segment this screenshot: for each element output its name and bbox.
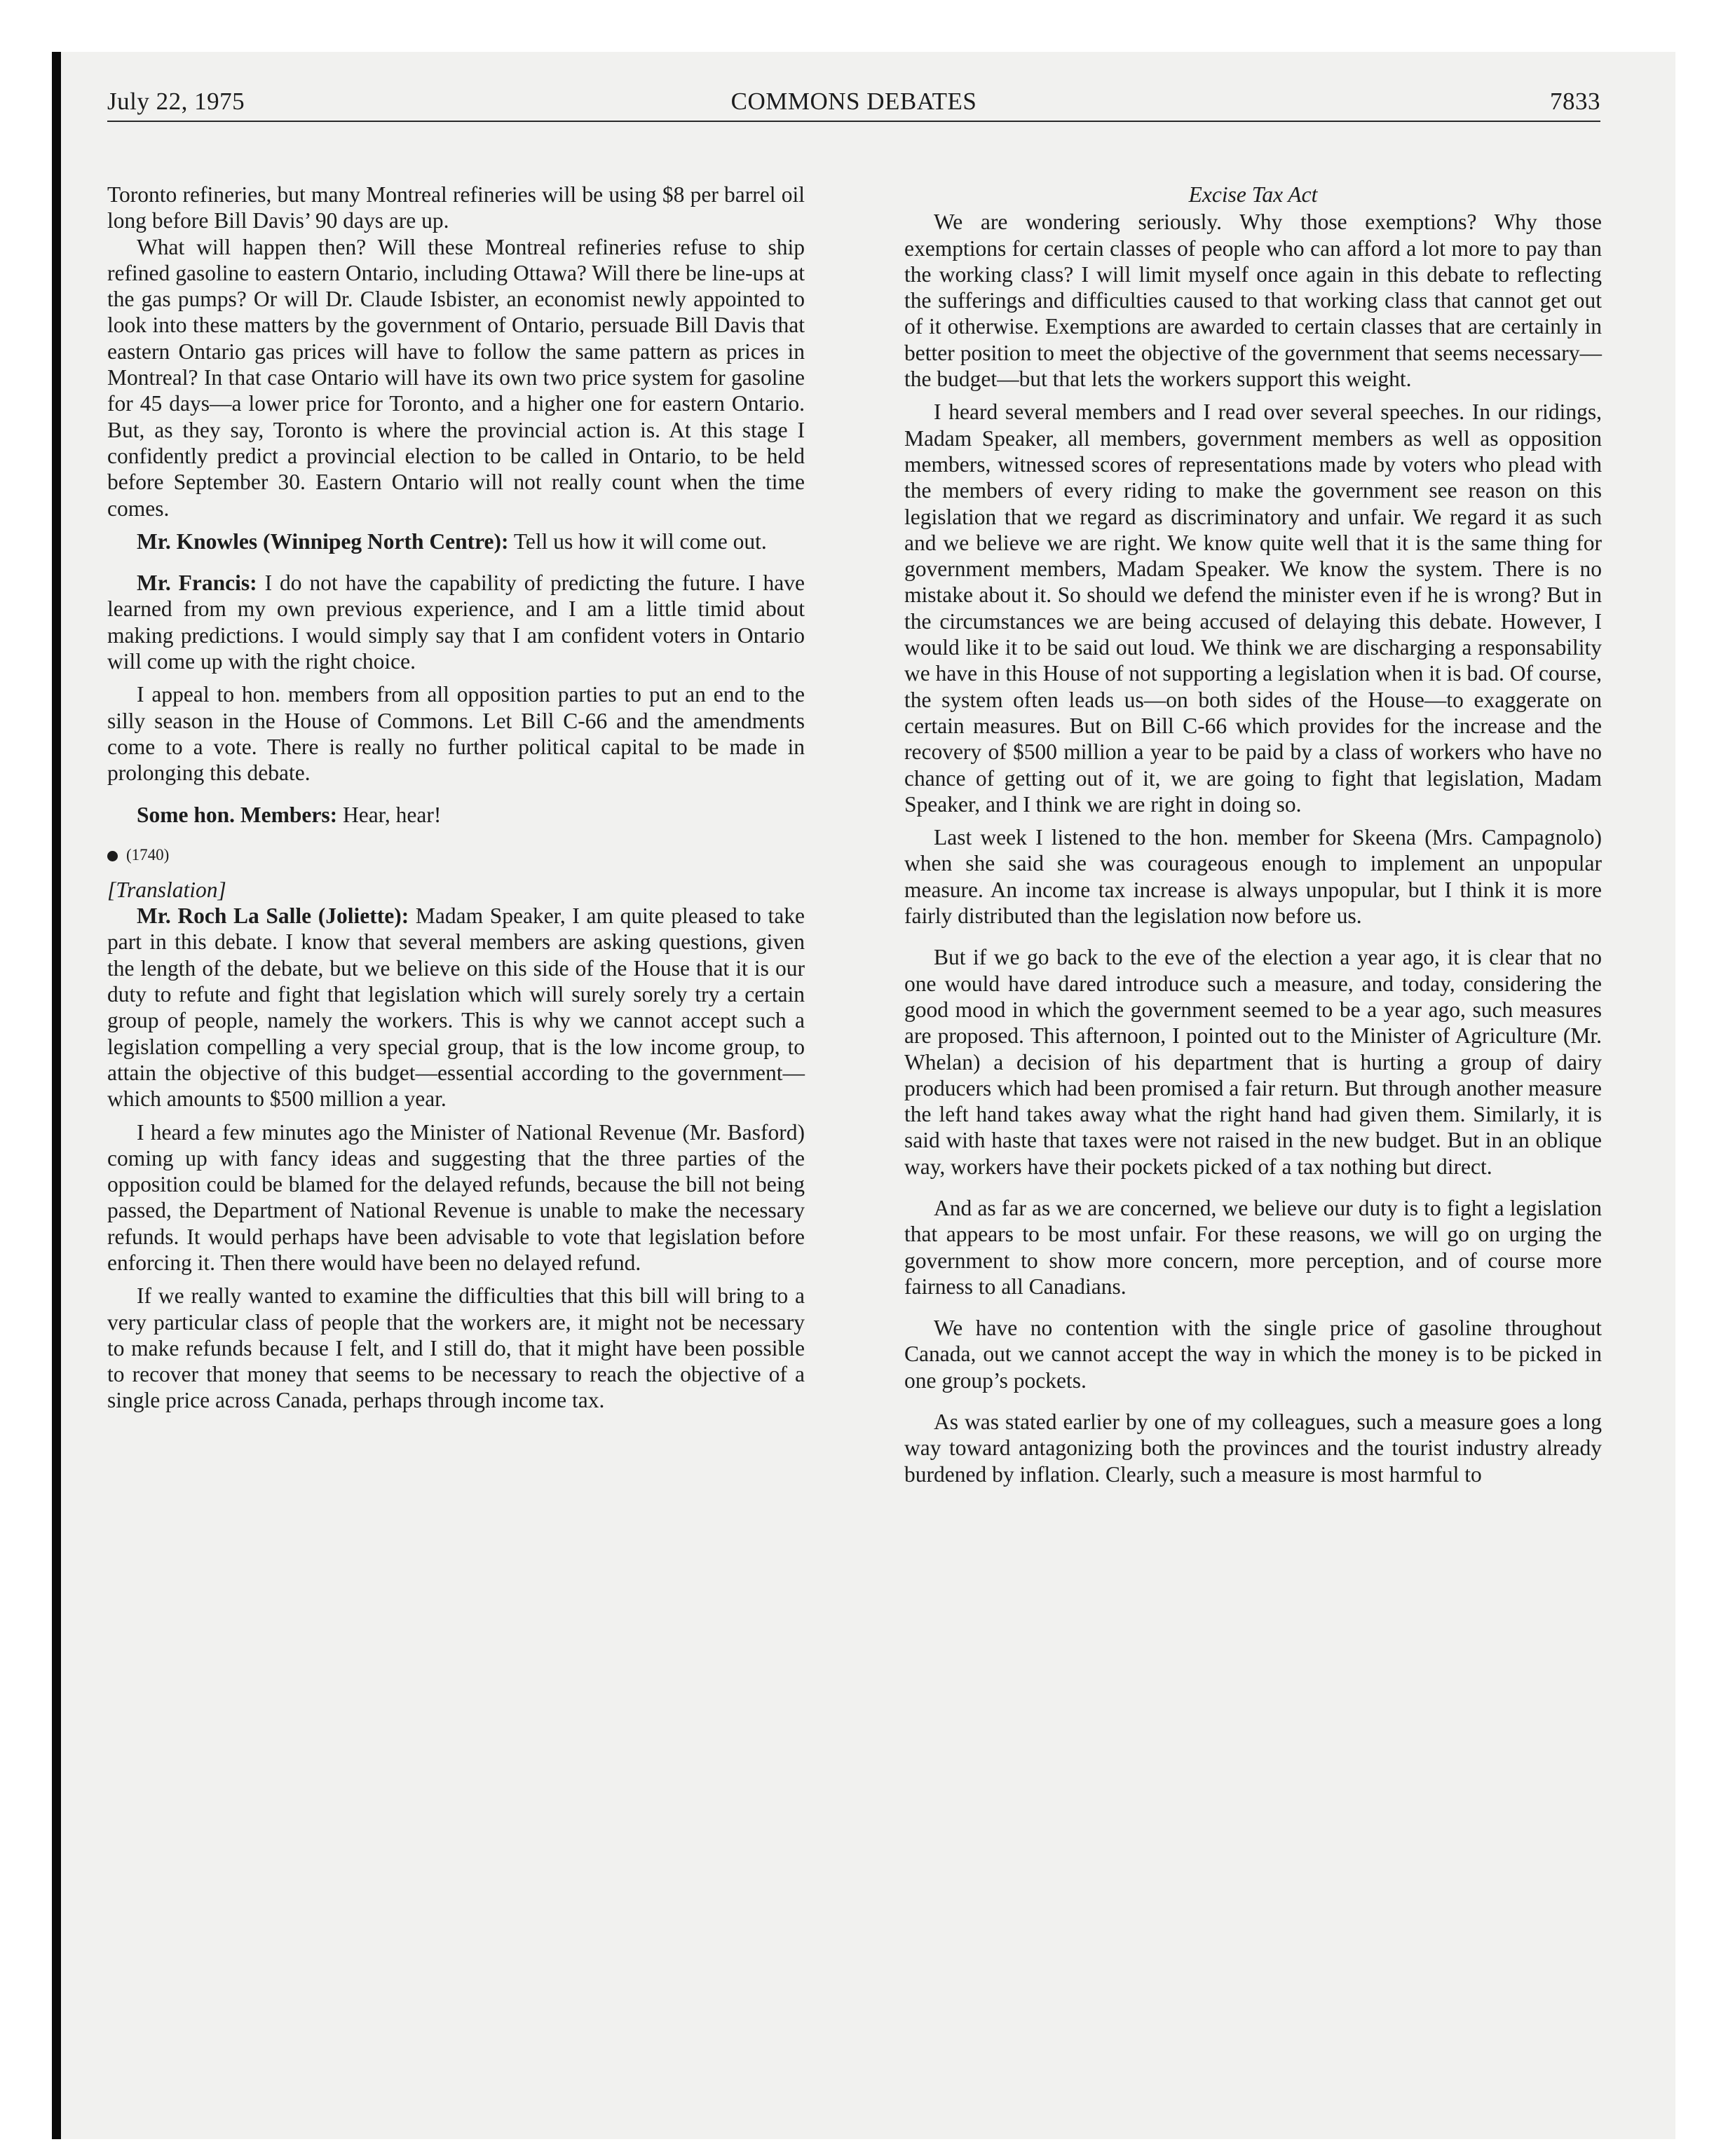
paragraph: What will happen then? Will these Montreal refineries refuse to ship refined gasoline to eastern Ontario, including Ottawa? Will there be line-ups at the gas pumps? Or will Dr. Claude Isbister, an economist newly appointed to look into these matters by the government of Ontario, persuade Bill Davis that eastern Ontario gas prices will have to follow the same pattern as prices in Montreal? In that case Ontario will have its own two price system for gasoline for 45 days—a lower price for Toronto, and a higher one for eastern Ontario. But, as they say, Toronto is where the provincial action is. At this stage I confidently predict a provincial election to be called in Ontario, to be held before September 30. Eastern Ontario will not really count when the time comes. <box>107 234 805 521</box>
paragraph: I heard several members and I read over several speeches. In our ridings, Madam Speaker, all members, government members as well as opposition members, witnessed scores of representations made by voters who plead with the members of every riding to make the government see reason on this legislation that we regard as discriminatory and unfair. We regard it as such and we believe we are right. We know quite well that it is the same thing for government members, Madam Speaker. We know the system. There is no mistake about it. So should we defend the minister even if he is wrong? But in the circumstances we are being accused of delaying this debate. However, I would like it to be said out loud. We think we are discharging a responsability we have in this House of not supporting a legislation when it is bad. Of course, the system often leads us—on both sides of the House—to exaggerate on certain measures. But on Bill C-66 which provides for the increase and the recovery of $500 million a year to be paid by a class of workers who have no chance of getting out of it, we are going to fight that legislation, Madam Speaker, and I think we are right in doing so. <box>904 400 1602 817</box>
header-title: COMMONS DEBATES <box>730 88 977 115</box>
speech-knowles <box>107 528 805 554</box>
page-header <box>107 83 1600 122</box>
speaker-name: Mr. Roch La Salle (Joliette): <box>137 903 409 929</box>
paragraph: And as far as we are concerned, we believe our duty is to fight a legislation that appears to be most unfair. For these reasons, we will go on urging the government to show more concern, more perception, and of course more fairness to all Canadians. <box>904 1195 1602 1299</box>
speech-text: Tell us how it will come out. <box>508 528 767 554</box>
speech-members <box>107 802 805 828</box>
speech-text: Madam Speaker, I am quite pleased to take part in this debate. I know that several members are asking questions, given the length of the debate, but we believe on this side of the House that it is our duty to refute and fight that legislation which will surely sorely try a certain group of people, namely the workers. This is why we cannot accept such a legislation compelling a very special group, that is the low income group, to attain the objective of this budget—essential according to the government—which amounts to $500 million a year. <box>107 903 805 1112</box>
speech-francis <box>107 570 805 674</box>
paragraph: But if we go back to the eve of the election a year ago, it is clear that no one would have dared introduce such a measure, and today, considering the good mood in which the government seemed to be a year ago, such measures are proposed. This afternoon, I pointed out to the Minister of Agriculture (Mr. Whelan) a decision of his department that is hurting a group of dairy producers which had been promised a fair return. But through another measure the left hand takes away what the right hand had given them. Similarly, it is said with haste that taxes were not raised in the new budget. But in an oblique way, workers have their pockets picked of a tax nothing but direct. <box>904 945 1602 1179</box>
scan-edge-bar <box>52 52 61 2139</box>
paragraph: As was stated earlier by one of my colleagues, such a measure goes a long way toward antagonizing both the provinces and the tourist industry already burdened by inflation. Clearly, such a measure is most harmful to <box>904 1410 1602 1487</box>
speech-lasalle <box>107 903 805 1112</box>
speech-text: Hear, hear! <box>337 802 442 827</box>
paragraph: We have no contention with the single price of gasoline throughout Canada, out we cannot accept the way in which the money is to be picked in one group’s pockets. <box>904 1316 1602 1393</box>
bullet-dot-icon <box>107 851 118 861</box>
header-page-number: 7833 <box>1550 88 1600 115</box>
section-title: Excise Tax Act <box>1188 182 1318 207</box>
paragraph: If we really wanted to examine the difficulties that this bill will bring to a very particular class of people that the workers are, it might not be necessary to make refunds because I felt, and I still do, that it might have been possible to recover that money that seems to be necessary to reach the objective of a single price across Canada, perhaps through income tax. <box>107 1283 805 1413</box>
speaker-name: Some hon. Members: <box>137 802 338 827</box>
translation-label: [Translation] <box>107 877 226 902</box>
time-marker-label: (1740) <box>126 845 170 864</box>
speech-text: I do not have the capability of predicting the future. I have learned from my own previous experience, and I am a little timid about making predictions. I would simply say that I am confident voters in Ontario will come up with the right choice. <box>107 571 805 674</box>
time-marker <box>107 843 805 867</box>
header-date: July 22, 1975 <box>107 88 245 115</box>
paragraph: Toronto refineries, but many Montreal refineries will be using $8 per barrel oil long before Bill Davis’ 90 days are up. <box>107 182 805 233</box>
speaker-name: Mr. Knowles (Winnipeg North Centre): <box>137 528 509 554</box>
left-column <box>107 182 805 1414</box>
paragraph: I heard a few minutes ago the Minister of National Revenue (Mr. Basford) coming up with fancy ideas and suggesting that the three parties of the opposition could be blamed for the delayed refunds, because the bill not being passed, the Department of National Revenue is unable to make the necessary refunds. It would perhaps have been advisable to vote that legislation before enforcing it. Then there would have been no delayed refund. <box>107 1119 805 1275</box>
speaker-name: Mr. Francis: <box>137 571 257 596</box>
paragraph: Last week I listened to the hon. member for Skeena (Mrs. Campagnolo) when she said she was courageous enough to implement an unpopular measure. An income tax increase is always unpopular, but I think it is more fairly distributed than the legislation now before us. <box>904 825 1602 929</box>
paragraph: I appeal to hon. members from all opposition parties to put an end to the silly season in the House of Commons. Let Bill C-66 and the amendments come to a vote. There is really no further political capital to be made in prolonging this debate. <box>107 682 805 786</box>
right-column <box>904 182 1602 1487</box>
paragraph: We are wondering seriously. Why those exemptions? Why those exemptions for certain classes of people who can afford a lot more to pay than the working class? I will limit myself once again in this debate to reflecting the sufferings and difficulties caused to that working class that cannot get out of it otherwise. Exemptions are awarded to certain classes that are certainly in better position to meet the objective of the government that seems necessary—the budget—but that lets the workers support this weight. <box>904 210 1602 392</box>
